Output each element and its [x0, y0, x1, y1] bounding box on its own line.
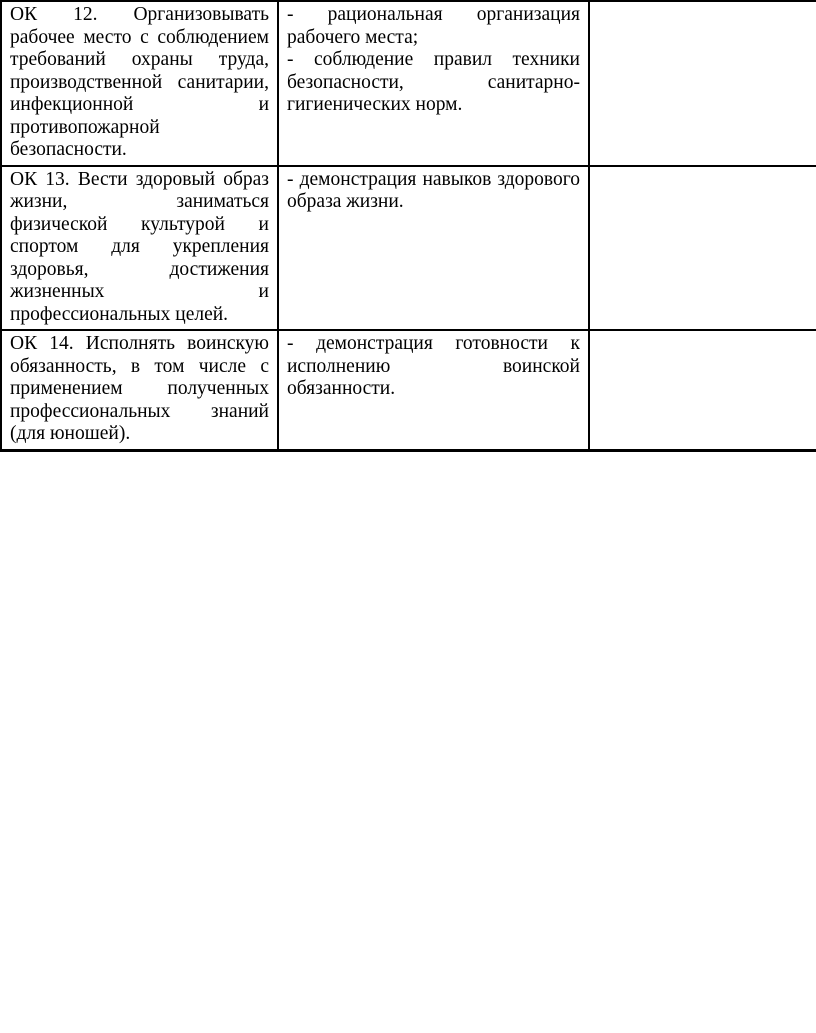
competence-text-line: применением полученных — [10, 378, 269, 399]
indicator-text-line: - демонстрация навыков здорового — [287, 168, 580, 190]
indicator-cell — [278, 1, 589, 166]
indicator-cell — [278, 166, 589, 331]
competence-text-line: жизненных и — [10, 281, 269, 302]
competence-text-line: обязанность, в том числе с — [10, 355, 269, 377]
competence-text-line: спортом для укрепления — [10, 236, 269, 257]
competence-text-line: инфекционной и — [10, 94, 269, 115]
indicator-text-line: - демонстрация готовности к — [287, 333, 580, 354]
competence-cell — [1, 166, 278, 331]
competence-text-line: производственной санитарии, — [10, 71, 269, 93]
indicator-cell — [278, 330, 589, 450]
competence-text-line: ОК 12. Организовывать — [10, 4, 269, 25]
indicator-text-line: - соблюдение правил техники — [287, 49, 580, 70]
competence-text-line: ОК 14. Исполнять воинскую — [10, 333, 269, 354]
competence-text-line: рабочее место с соблюдением — [10, 26, 269, 48]
empty-cell — [589, 166, 816, 331]
table-row — [1, 166, 816, 331]
competence-cell — [1, 1, 278, 166]
competence-text-line: (для юношей). — [10, 423, 131, 444]
competence-cell — [1, 330, 278, 450]
competence-text-line: жизни, заниматься — [10, 191, 269, 212]
competence-text-line: профессиональных целей. — [10, 303, 229, 325]
competence-text-line: ОК 13. Вести здоровый образ — [10, 168, 269, 190]
competence-text-line: безопасности. — [10, 139, 127, 160]
competence-table — [0, 0, 816, 452]
indicator-text-line: обязанности. — [287, 378, 396, 399]
empty-cell — [589, 330, 816, 450]
table-row — [1, 330, 816, 450]
indicator-text-line: образа жизни. — [287, 191, 404, 212]
indicator-text-line: исполнению воинской — [287, 355, 580, 377]
indicator-text-line: - рациональная организация — [287, 4, 580, 25]
competence-text-line: профессиональных знаний — [10, 400, 269, 422]
competence-text-line: физической культурой и — [10, 213, 269, 235]
empty-cell — [589, 1, 816, 166]
indicator-text-line: гигиенических норм. — [287, 94, 463, 115]
competence-text-line: противопожарной — [10, 116, 160, 138]
indicator-text-line: рабочего места; — [287, 26, 419, 48]
table-row — [1, 1, 816, 166]
competence-text-line: требований охраны труда, — [10, 49, 269, 70]
indicator-text-line: безопасности, санитарно- — [287, 71, 580, 93]
competence-text-line: здоровья, достижения — [10, 258, 269, 280]
